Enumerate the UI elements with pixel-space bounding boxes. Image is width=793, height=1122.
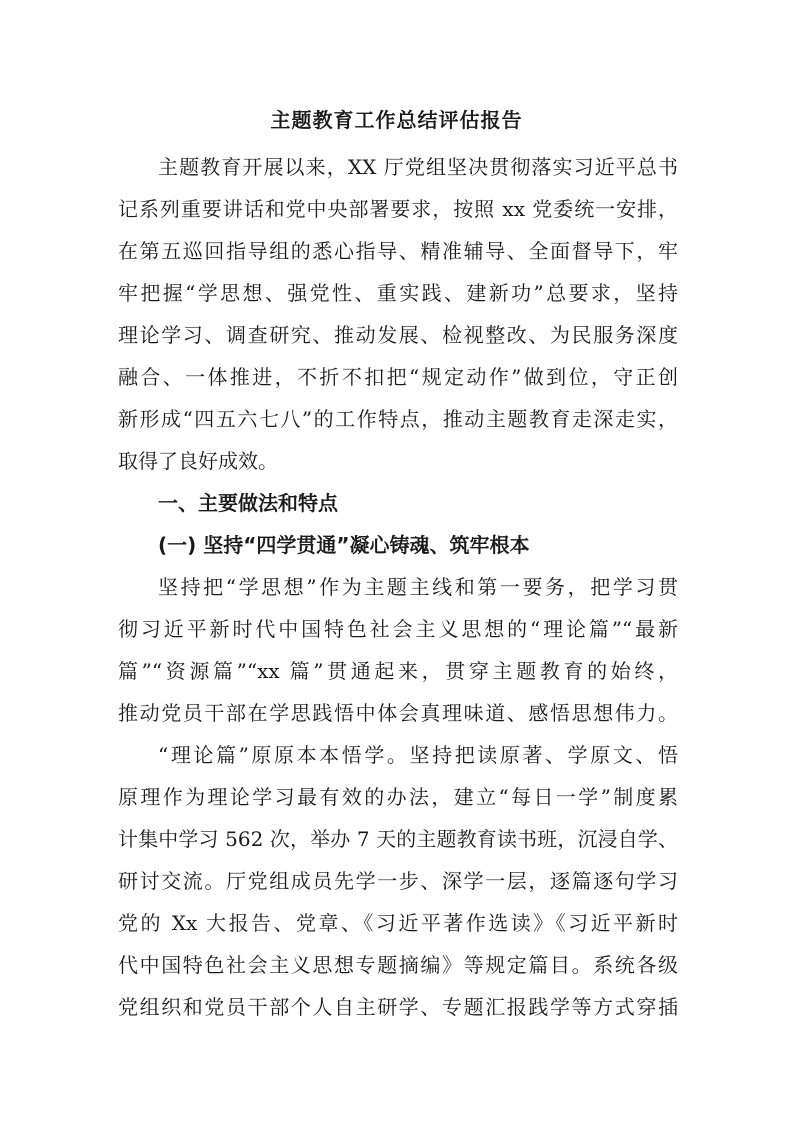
paragraph-line: 牢把握“学思想、强党性、重实践、建新功”总要求，坚持 (118, 281, 678, 305)
subsection-heading: (一) 坚持“四学贯通”凝心铸魂、筑牢根本 (158, 533, 530, 557)
paragraph-line: 取得了良好成效。 (118, 449, 278, 473)
paragraph-line: “理论篇”原原本本悟学。坚持把读原著、学原文、悟 (158, 743, 678, 767)
paragraph-line: 彻习近平新时代中国特色社会主义思想的“理论篇”“最新 (118, 617, 678, 641)
paragraph-line: 党组织和党员干部个人自主研学、专题汇报践学等方式穿插 (118, 995, 678, 1019)
paragraph-line: 研讨交流。厅党组成员先学一步、深学一层，逐篇逐句学习 (118, 869, 678, 893)
paragraph-line: 原理作为理论学习最有效的办法，建立“每日一学”制度累 (118, 785, 678, 809)
document-title: 主题教育工作总结评估报告 (270, 108, 523, 132)
paragraph-line: 新形成“四五六七八”的工作特点，推动主题教育走深走实， (118, 407, 678, 431)
paragraph-line: 记系列重要讲话和党中央部署要求，按照 xx 党委统一安排， (118, 197, 678, 221)
paragraph-line: 融合、一体推进，不折不扣把“规定动作”做到位，守正创 (118, 365, 678, 389)
section-heading: 一、主要做法和特点 (158, 491, 338, 515)
paragraph-line: 在第五巡回指导组的悉心指导、精准辅导、全面督导下，牢 (118, 239, 678, 263)
paragraph-line: 代中国特色社会主义思想专题摘编》等规定篇目。系统各级 (118, 953, 678, 977)
paragraph-line: 理论学习、调查研究、推动发展、检视整改、为民服务深度 (118, 323, 678, 347)
paragraph-line: 主题教育开展以来，XX 厅党组坚决贯彻落实习近平总书 (158, 155, 678, 179)
paragraph-line: 篇”“资源篇”“xx 篇”贯通起来，贯穿主题教育的始终， (118, 659, 678, 683)
paragraph-line: 坚持把“学思想”作为主题主线和第一要务，把学习贯 (158, 575, 678, 599)
paragraph-line: 推动党员干部在学思践悟中体会真理味道、感悟思想伟力。 (118, 701, 678, 725)
paragraph-line: 计集中学习 562 次，举办 7 天的主题教育读书班，沉浸自学、 (118, 827, 678, 851)
paragraph-line: 党的 Xx 大报告、党章、《习近平著作选读》《习近平新时 (118, 911, 678, 935)
